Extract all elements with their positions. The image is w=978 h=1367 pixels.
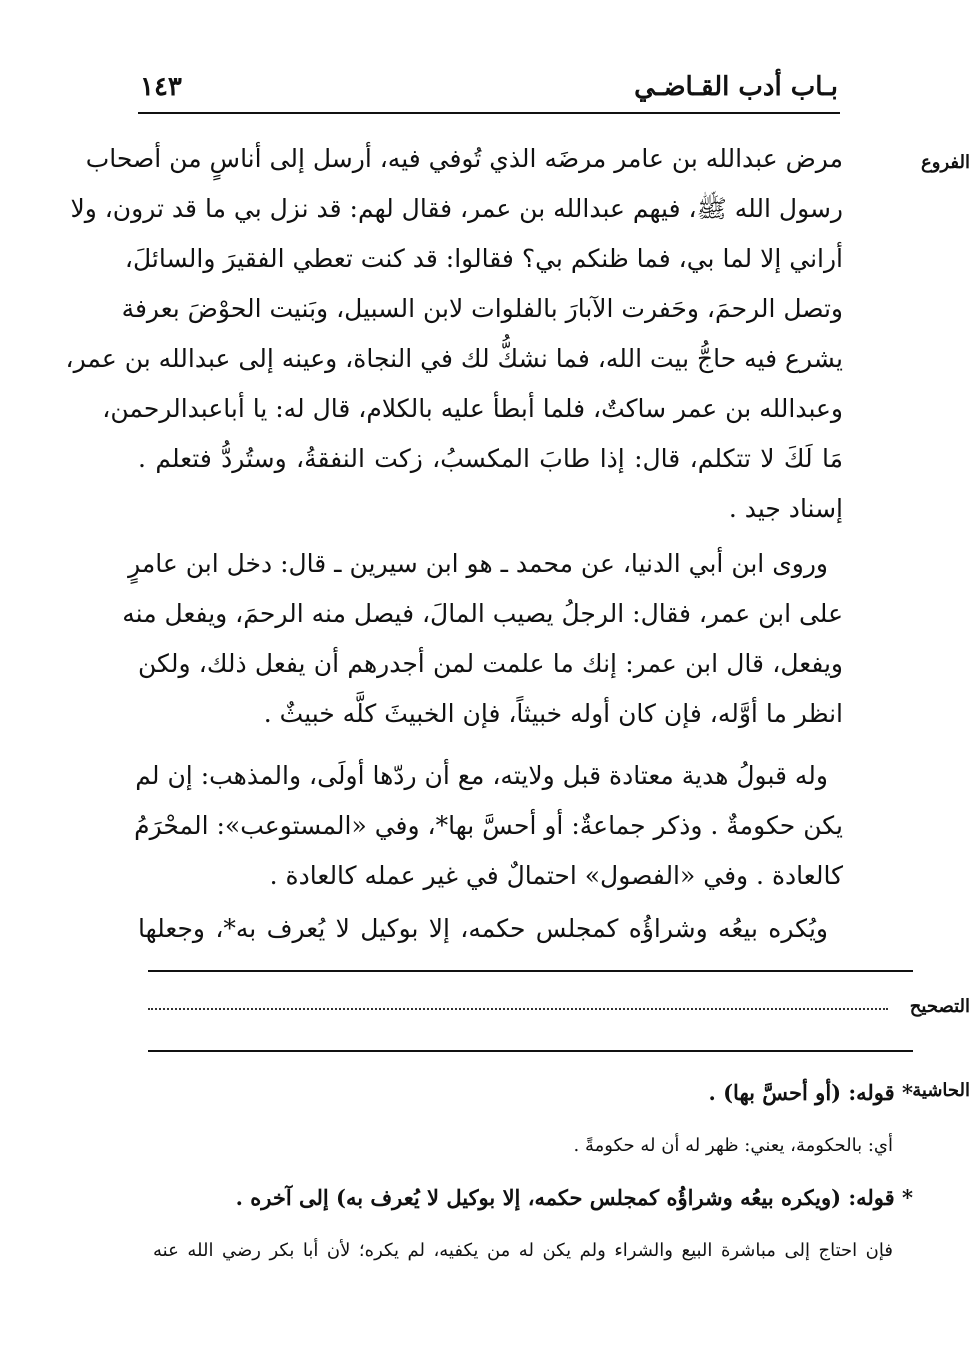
- text-line: مَا لَكَ لا تتكلم، قال: إذا طابَ المكسبُ، زكت النفقةُ، وستُردُّ فتعلم .: [138, 444, 843, 473]
- footnote-text: فإن احتاج إلى مباشرة البيع والشراء ولم يكن له من يكفيه، لم يكره؛ لأن أبا بكر رضي الله عنه: [153, 1240, 893, 1261]
- text-line: ويُكره بيعُه وشراؤُه كمجلس حكمه، إلا بوكيل لا يُعرف به*، وجعلها: [138, 914, 828, 943]
- tashih-top-rule: [148, 970, 913, 972]
- text-line: رسول الله ﷺ، فيهم عبدالله بن عمر، فقال لهم: قد نزل بي ما قد ترون، ولا: [70, 194, 843, 223]
- chapter-title: بـاب أدب القـاضـي: [634, 72, 838, 102]
- header-divider: [138, 112, 840, 114]
- text-line: على ابن عمر، فقال: الرجلُ يصيب المالَ، فيصل منه الرحمَ، ويفعل منه: [122, 599, 843, 628]
- text-line: وتصل الرحمَ، وحَفرت الآبارَ بالفلوات لابن السبيل، وبَنيت الحوْضَ بعرفة: [121, 294, 843, 323]
- text-line: مرض عبدالله بن عامر مرضَه الذي تُوفي فيه، أرسل إلى أناسٍ من أصحاب: [85, 144, 843, 173]
- text-line: إسناد جيد .: [728, 494, 843, 523]
- text-line: وعبدالله بن عمر ساكتٌ، فلما أبطأ عليه بالكلام، قال له: يا أباعبدالرحمن،: [102, 394, 843, 423]
- tashih-bottom-rule: [148, 1050, 913, 1052]
- text-line: أراني إلا لما بي، فما ظنكم بي؟ فقالوا: قد كنت تعطي الفقيرَ والسائلَ،: [124, 244, 843, 273]
- footnote-text: أي: بالحكومة، يعني: ظهر له أن له حكومةً .: [573, 1135, 893, 1156]
- side-label-hashiya: الحاشية: [912, 1080, 970, 1101]
- side-label-furu: الفروع: [921, 152, 970, 173]
- footnote-heading: * قوله: (أو أحسَّ بها) .: [708, 1080, 913, 1105]
- text-line: انظر ما أوَّله، فإن كان أوله خبيثاً، فإن الخبيثَ كلَّه خبيثٌ .: [263, 699, 843, 728]
- text-line: ويفعل، قال ابن عمر: إنك ما علمت لمن أجدرهم أن يفعل ذلك، ولكن: [138, 649, 843, 678]
- text-line: وروى ابن أبي الدنيا، عن محمد ـ هو ابن سيرين ـ قال: دخل ابن عامرٍ: [128, 549, 828, 578]
- side-label-tashih: التصحيح: [909, 996, 970, 1017]
- text-line: كالعادة . وفي «الفصول» احتمالٌ في غير عمله كالعادة .: [269, 861, 843, 890]
- text-line: يكن حكومةٌ . وذكر جماعةٌ: أو أحسَّ بها*، وفي «المستوعب»: المحْرَمُ: [134, 811, 843, 840]
- text-line: وله قبولُ هدية معتادة قبل ولايته، مع أن ردّها أولَى، والمذهب: إن لم: [135, 761, 828, 790]
- tashih-dotted-line: [148, 1008, 888, 1010]
- page-number: ١٤٣: [140, 72, 182, 102]
- text-line: يشرع فيه حاجُّ بيت الله، فما نشكُّ لك في النجاة، وعينه إلى عبدالله بن عمر،: [65, 344, 843, 373]
- footnote-heading: * قوله: (ويكره بيعُه وشراؤُه كمجلس حكمه، إلا بوكيل لا يُعرف به) إلى آخره .: [235, 1185, 913, 1210]
